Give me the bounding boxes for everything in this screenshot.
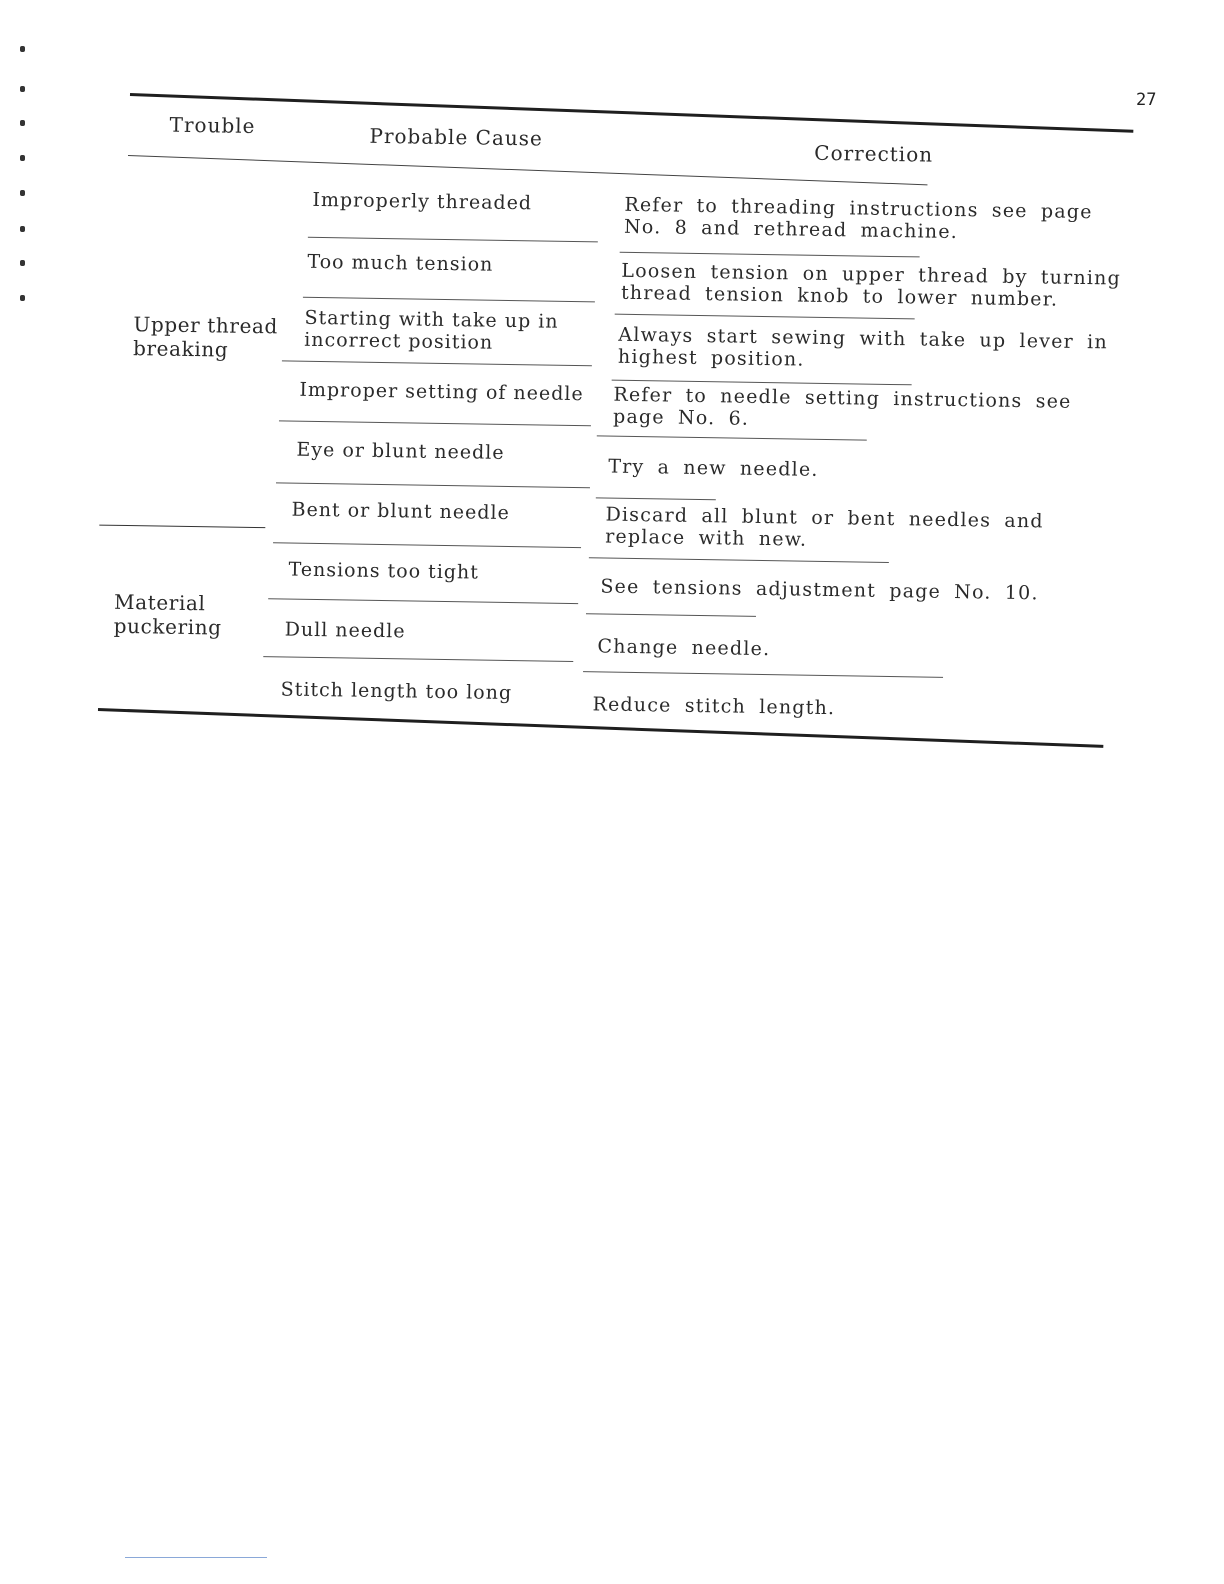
correction-cell: Refer to needle setting instructions see page No. 6. (612, 383, 1072, 430)
correction-cell: Discard all blunt or bent needles and replace with new. (605, 503, 1044, 551)
correction-cell: Change needle. (597, 635, 771, 661)
correction-cell: Reduce stitch length. (592, 693, 836, 720)
header-probable-cause: Probable Cause (369, 123, 544, 151)
row-divider (586, 613, 756, 617)
row-divider (268, 598, 578, 604)
cause-cell: Bent or blunt needle (291, 498, 511, 525)
cause-cell: Improper setting of needle (299, 378, 584, 406)
cause-cell: Dull needle (284, 618, 406, 643)
cause-cell: Eye or blunt needle (296, 438, 505, 464)
page-number: 27 (1136, 90, 1157, 110)
trouble-upper-thread-breaking: Upper thread breaking (132, 312, 279, 362)
correction-cell: See tensions adjustment page No. 10. (600, 575, 1039, 605)
cause-cell: Starting with take up in incorrect position (304, 306, 559, 354)
correction-cell: Loosen tension on upper thread by turning thread tension knob to lower number. (620, 259, 1122, 311)
header-correction: Correction (814, 140, 934, 167)
row-divider (597, 435, 867, 440)
row-divider (615, 314, 915, 320)
row-divider (303, 297, 595, 303)
correction-cell: Try a new needle. (608, 455, 819, 481)
row-divider (589, 557, 889, 563)
row-divider (308, 237, 598, 243)
trouble-material-puckering: Material puckering (113, 589, 222, 640)
correction-cell: Refer to threading instructions see page No. 8 and rethread machine. (623, 193, 1093, 244)
correction-cell: Always start sewing with take up lever in highest position. (617, 323, 1109, 371)
row-divider (279, 420, 591, 426)
row-divider (583, 671, 943, 678)
row-divider (263, 656, 573, 662)
cause-cell: Stitch length too long (280, 678, 513, 705)
trouble-group-divider (99, 525, 265, 529)
cause-cell: Tensions too tight (288, 558, 480, 584)
footer-line (125, 1557, 267, 1558)
row-divider (282, 360, 592, 366)
row-divider (273, 542, 581, 548)
row-divider (276, 482, 590, 488)
header-trouble: Trouble (169, 112, 256, 138)
row-divider (620, 252, 920, 258)
cause-cell: Too much tension (307, 250, 494, 276)
row-divider (596, 497, 716, 500)
cause-cell: Improperly threaded (312, 188, 533, 215)
